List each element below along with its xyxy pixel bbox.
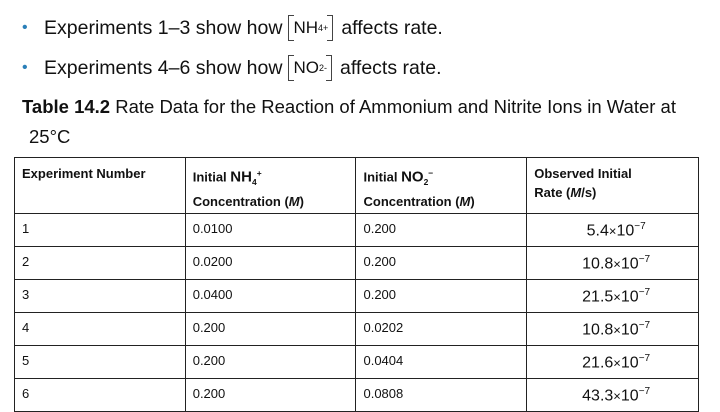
table-row (15, 279, 699, 312)
concentration-bracket: NH 4 + (288, 15, 333, 41)
cell-no2: 0.200 (356, 279, 527, 312)
table-row (15, 246, 699, 279)
table-title: Rate Data for the Reaction of Ammonium and Nitrite Ions in Water at (115, 96, 676, 117)
table-caption (22, 92, 712, 152)
cell-rate: $10.8\times 10^{-7}$ (527, 312, 699, 345)
cell-experiment: 3 (15, 279, 186, 312)
bullet-text-after: affects rate. (341, 16, 443, 39)
bullet-item-1 (22, 8, 443, 48)
header-no2-concentration: Initial $NO_2^-$ Concentration (M) (356, 158, 527, 214)
cell-nh4: 0.200 (185, 378, 356, 411)
header-experiment-number: Experiment Number (15, 158, 186, 214)
cell-experiment: 5 (15, 345, 186, 378)
cell-no2: 0.200 (356, 213, 527, 246)
bullet-text-before: Experiments 1–3 show how (44, 16, 283, 39)
table-label: Table 14.2 (22, 96, 111, 117)
cell-rate: $5.4\times 10^{-7}$ (527, 213, 699, 246)
bullet-text-before: Experiments 4–6 show how (44, 56, 283, 79)
cell-experiment: 1 (15, 213, 186, 246)
table-row (15, 345, 699, 378)
cell-nh4: 0.0200 (185, 246, 356, 279)
cell-rate: $21.5\times 10^{-7}$ (527, 279, 699, 312)
cell-no2: 0.200 (356, 246, 527, 279)
cell-nh4: 0.0400 (185, 279, 356, 312)
bullet-dot-icon: • (22, 59, 28, 76)
cell-rate: $10.8\times 10^{-7}$ (527, 246, 699, 279)
cell-rate: $43.3\times 10^{-7}$ (527, 378, 699, 411)
table-row (15, 378, 699, 411)
table-title-line2: 25°C (29, 126, 71, 147)
table-row (15, 213, 699, 246)
cell-experiment: 4 (15, 312, 186, 345)
header-observed-rate: Observed Initial Rate (M/s) (527, 158, 699, 214)
cell-experiment: 2 (15, 246, 186, 279)
bullet-dot-icon: • (22, 19, 28, 36)
cell-nh4: 0.200 (185, 345, 356, 378)
rate-data-table (14, 157, 699, 412)
cell-no2: 0.0808 (356, 378, 527, 411)
cell-nh4: 0.0100 (185, 213, 356, 246)
cell-rate: $21.6\times 10^{-7}$ (527, 345, 699, 378)
table-row (15, 312, 699, 345)
cell-nh4: 0.200 (185, 312, 356, 345)
cell-no2: 0.0202 (356, 312, 527, 345)
table-header-row (15, 158, 699, 214)
header-nh4-concentration: Initial $NH_4^+$ Concentration (M) (185, 158, 356, 214)
cell-experiment: 6 (15, 378, 186, 411)
bullet-text-after: affects rate. (339, 56, 442, 79)
bullet-item-2 (22, 48, 443, 88)
bullet-list (22, 8, 443, 88)
concentration-bracket: NO 2 - (288, 55, 332, 81)
cell-no2: 0.0404 (356, 345, 527, 378)
